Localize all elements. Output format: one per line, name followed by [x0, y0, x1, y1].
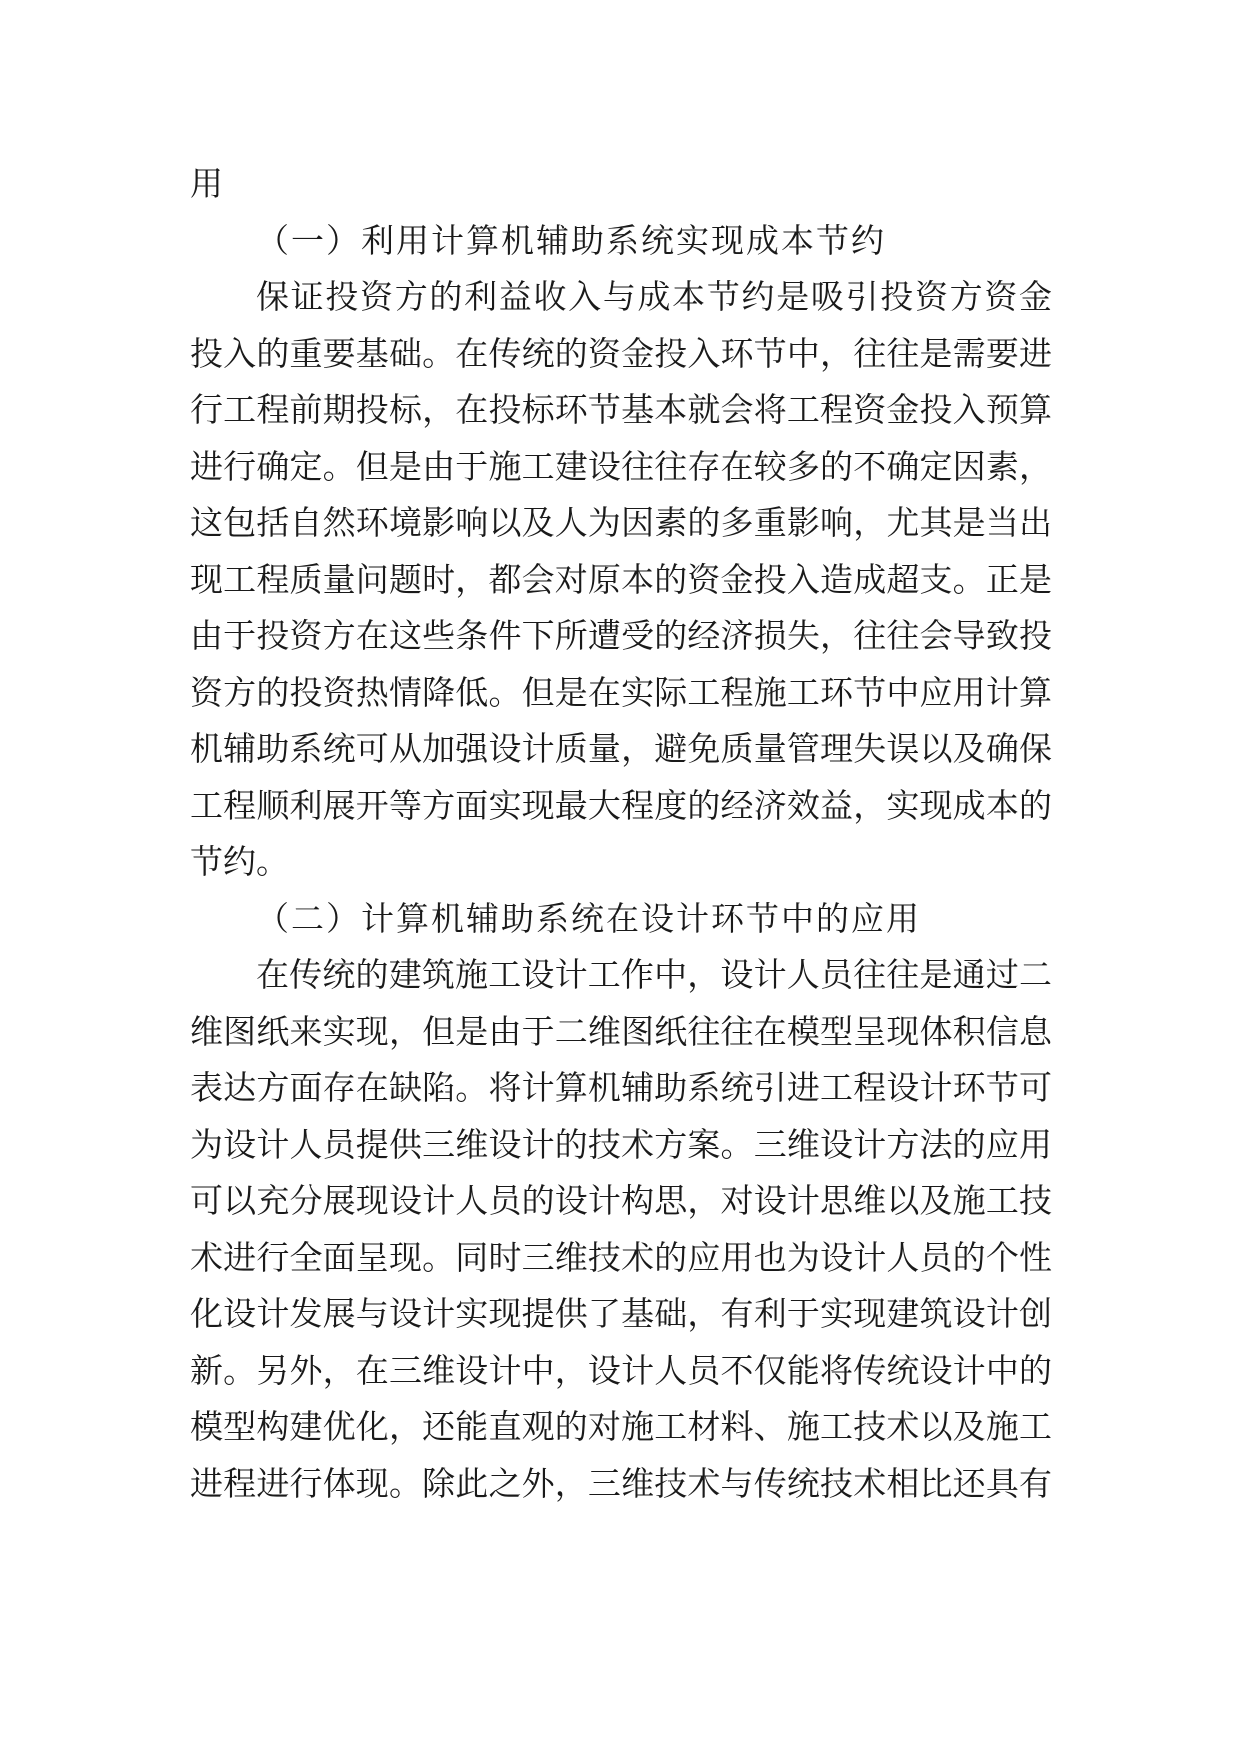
paragraph-line: 新。另外，在三维设计中，设计人员不仅能将传统设计中的 — [190, 1351, 1052, 1390]
paragraph-line: 在传统的建筑施工设计工作中，设计人员往往是通过二 — [256, 955, 1052, 994]
paragraph-line: 机辅助系统可从加强设计质量，避免质量管理失误以及确保 — [190, 729, 1052, 768]
paragraph-line: 可以充分展现设计人员的设计构思，对设计思维以及施工技 — [190, 1181, 1052, 1220]
paragraph-line: 现工程质量问题时，都会对原本的资金投入造成超支。正是 — [190, 560, 1052, 599]
paragraph-line: 维图纸来实现，但是由于二维图纸往往在模型呈现体积信息 — [190, 1012, 1052, 1051]
paragraph-line: 保证投资方的利益收入与成本节约是吸引投资方资金 — [256, 277, 1052, 316]
paragraph-line: 节约。 — [190, 842, 289, 881]
paragraph-line: 进程进行体现。除此之外，三维技术与传统技术相比还具有 — [190, 1464, 1052, 1503]
paragraph-line: 这包括自然环境影响以及人为因素的多重影响，尤其是当出 — [190, 503, 1052, 542]
paragraph-line: 行工程前期投标，在投标环节基本就会将工程资金投入预算 — [190, 390, 1052, 429]
paragraph-line: 进行确定。但是由于施工建设往往存在较多的不确定因素， — [190, 447, 1052, 486]
paragraph-line: 工程顺利展开等方面实现最大程度的经济效益，实现成本的 — [190, 786, 1052, 825]
paragraph-line: 由于投资方在这些条件下所遭受的经济损失，往往会导致投 — [190, 616, 1052, 655]
section-heading-1: （一）利用计算机辅助系统实现成本节约 — [256, 221, 886, 260]
continuation-line: 用 — [190, 164, 223, 203]
paragraph-line: 模型构建优化，还能直观的对施工材料、施工技术以及施工 — [190, 1407, 1052, 1446]
section-heading-2: （二）计算机辅助系统在设计环节中的应用 — [256, 899, 921, 938]
paragraph-line: 投入的重要基础。在传统的资金投入环节中，往往是需要进 — [190, 334, 1052, 373]
paragraph-line: 为设计人员提供三维设计的技术方案。三维设计方法的应用 — [190, 1125, 1052, 1164]
paragraph-line: 资方的投资热情降低。但是在实际工程施工环节中应用计算 — [190, 673, 1052, 712]
paragraph-line: 化设计发展与设计实现提供了基础，有利于实现建筑设计创 — [190, 1294, 1052, 1333]
paragraph-line: 术进行全面呈现。同时三维技术的应用也为设计人员的个性 — [190, 1238, 1052, 1277]
paragraph-line: 表达方面存在缺陷。将计算机辅助系统引进工程设计环节可 — [190, 1068, 1052, 1107]
